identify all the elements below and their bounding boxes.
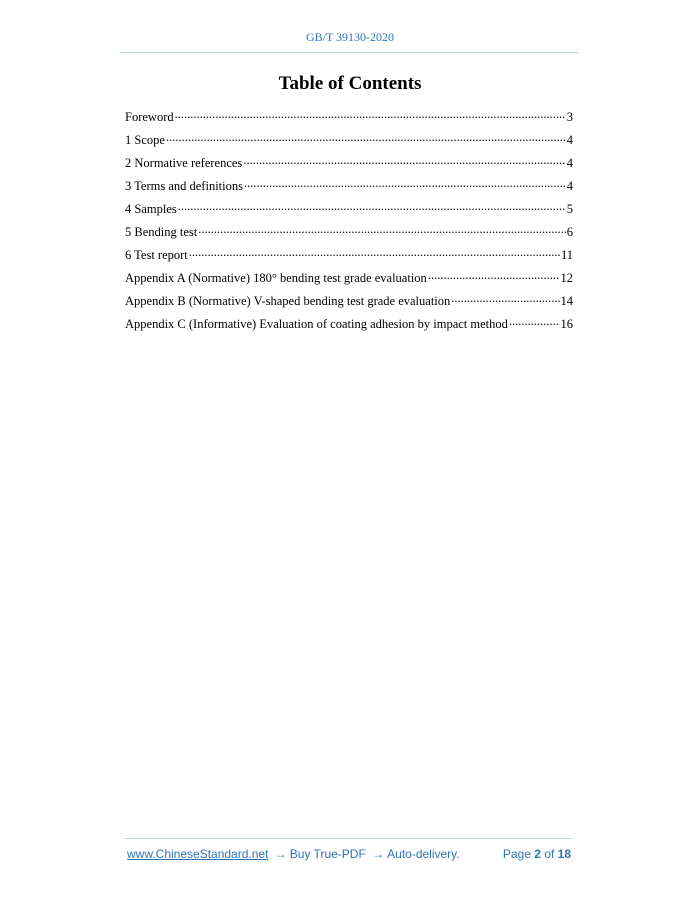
toc-entry-appendix-b[interactable] xyxy=(125,292,573,315)
toc-entry-label: 1 Scope xyxy=(125,132,165,147)
toc-dot-leader xyxy=(178,200,566,213)
toc-entry-foreword[interactable] xyxy=(125,108,573,131)
toc-dot-leader xyxy=(428,269,560,282)
auto-delivery-text: Auto-delivery. xyxy=(387,847,460,861)
toc-entry-page: 11 xyxy=(560,247,573,262)
document-header-code: GB/T 39130-2020 xyxy=(305,30,395,44)
toc-entry-page: 14 xyxy=(560,293,573,308)
toc-entry-label: Appendix B (Normative) V-shaped bending test grade evaluation xyxy=(125,293,451,308)
page-prefix: Page xyxy=(502,847,531,861)
toc-entry-page: 5 xyxy=(566,201,573,216)
toc-entry-label: Appendix A (Normative) 180° bending test grade evaluation xyxy=(125,270,427,285)
toc-entry-scope[interactable] xyxy=(125,131,573,154)
toc-entry-label: Appendix C (Informative) Evaluation of coating adhesion by impact method xyxy=(125,316,508,331)
toc-entry-label: 6 Test report xyxy=(125,247,188,262)
toc-dot-leader xyxy=(189,246,560,259)
page-of-label: of xyxy=(544,847,555,861)
toc-dot-leader xyxy=(175,108,566,121)
toc-entry-test-report[interactable] xyxy=(125,246,573,269)
header-divider xyxy=(120,52,579,53)
toc-entry-appendix-a[interactable] xyxy=(125,269,573,292)
page-title: Table of Contents xyxy=(278,73,422,94)
toc-dot-leader xyxy=(166,131,566,144)
arrow-right-icon: → xyxy=(274,847,287,861)
current-page-number: 2 xyxy=(534,847,541,861)
toc-entry-samples[interactable] xyxy=(125,200,573,223)
page-indicator xyxy=(503,847,571,861)
toc-entry-label: Foreword xyxy=(125,109,174,124)
toc-dot-leader xyxy=(198,223,566,236)
toc-entry-page: 4 xyxy=(566,178,573,193)
toc-entry-page: 3 xyxy=(566,109,573,124)
toc-entry-bending-test[interactable] xyxy=(125,223,573,246)
toc-entry-label: 5 Bending test xyxy=(125,224,198,239)
toc-entry-page: 16 xyxy=(560,316,573,331)
arrow-right-icon: → xyxy=(372,847,385,861)
toc-entry-label: 3 Terms and definitions xyxy=(125,178,243,193)
toc-entry-page: 6 xyxy=(566,224,573,239)
toc-dot-leader xyxy=(451,292,559,305)
toc-dot-leader xyxy=(243,154,565,167)
page-footer xyxy=(127,847,571,861)
toc-dot-leader xyxy=(244,177,566,190)
toc-entry-label: 4 Samples xyxy=(125,201,177,216)
toc-entry-terms-and-definitions[interactable] xyxy=(125,177,573,200)
toc-entry-page: 4 xyxy=(566,155,573,170)
toc-entry-label: 2 Normative references xyxy=(125,155,243,170)
total-page-count: 18 xyxy=(557,847,571,861)
buy-true-pdf-text: Buy True-PDF xyxy=(289,847,366,861)
footer-promo xyxy=(127,847,460,861)
table-of-contents xyxy=(125,108,573,338)
site-link[interactable]: www.ChineseStandard.net xyxy=(127,847,269,861)
toc-entry-page: 12 xyxy=(560,270,573,285)
toc-dot-leader xyxy=(509,315,560,328)
toc-entry-normative-references[interactable] xyxy=(125,154,573,177)
toc-entry-page: 4 xyxy=(566,132,573,147)
toc-entry-appendix-c[interactable] xyxy=(125,315,573,338)
footer-divider xyxy=(125,838,571,839)
